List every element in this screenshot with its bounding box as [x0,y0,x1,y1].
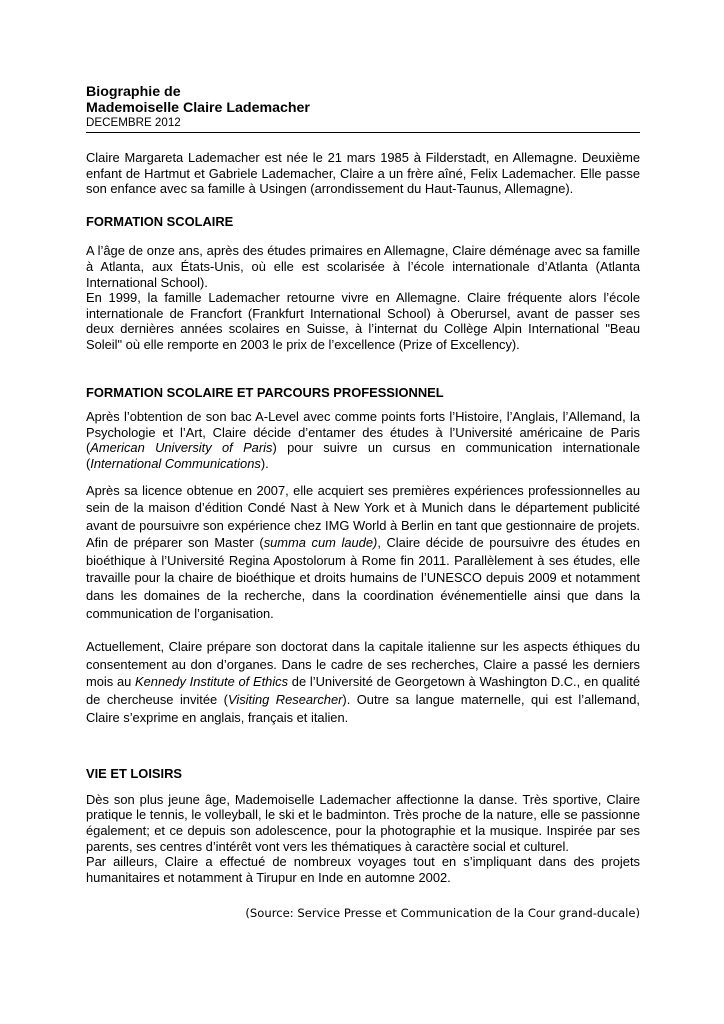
emphasis-visiting-researcher: Visiting Researcher [227,692,343,708]
document-date: DECEMBRE 2012 [86,116,181,129]
section1-paragraph-2: En 1999, la famille Lademacher retourne vivre en Allemagne. Claire fréquente alors l’école internationale de Francfort (Frankfurt International School) à Oberursel, avant de passer ses deux dernières années scolaires en Suisse, à l’internat du Collège Alpin International "Beau Soleil" où elle remporte en 2003 le prix de l’excellence (Prize of Excellency). [86,290,640,352]
text-run: Après l’obtention de son bac A-Level avec comme points forts l’Histoire, l’Anglais, l’Allemand, la Psychologie et l’Art, Claire décide d’entamer des études à l’Université américaine de Paris ( [86,409,640,456]
emphasis-summa-cum-laude: summa cum laude) [263,535,378,551]
text-run: ). [260,455,269,471]
title-line-2: Mademoiselle Claire Lademacher [86,100,310,116]
section2-paragraph-3 [86,638,640,726]
text-run: de l’Université de Georgetown à Washington D.C., en qualité de chercheuse invitée ( [86,674,640,708]
section2-paragraph-1 [86,409,640,471]
section3-paragraph-1: Dès son plus jeune âge, Mademoiselle Lademacher affectionne la danse. Très sportive, Claire pratique le tennis, le volleyball, le ski et le badminton. Très proche de la nature, elle se passionne également; et ce depuis son adolescence, pour la photographie et la musique. Inspirée par ses parents, ses centres d’intérêt vont vers les thématiques à caractère social et culturel. [86,791,640,854]
text-run: Après sa licence obtenue en 2007, elle acquiert ses premières expériences professionnelles au sein de la maison d’édition Condé Nast à New York et à Munich dans le département publicité avant de poursuivre son expérience chez IMG World à Berlin en tant que gestionnaire de projets. Afin de préparer son Master ( [86,482,640,551]
title-line-1: Biographie de [86,84,181,100]
emphasis-intl-comm: International Communications [90,455,261,471]
text-run: ). Outre sa langue maternelle, qui est l’allemand, Claire s’exprime en anglais, français et italien. [86,692,640,725]
document-header [86,84,640,133]
text-run: Actuellement, Claire prépare son doctorat dans la capitale italienne sur les aspects éthiques du consentement au don d’organes. Dans le cadre de ses recherches, Claire a passé les derniers mois au [86,639,640,690]
text-run: , Claire décide de poursuivre des études en bioéthique à l’Université Regina Apostolorum à Rome fin 2011. Parallèlement à ses études, elle travaille pour la chaire de bioéthique et droits humains de l’UNESCO depuis 2009 et notamment dans les domaines de la recherche, dans la coordination événementielle ainsi que dans la communication de l’organisation. [86,535,641,621]
emphasis-kennedy-institute: Kennedy Institute of Ethics [135,674,289,690]
section1-paragraph-1: A l’âge de onze ans, après des études primaires en Allemagne, Claire déménage avec sa famille à Atlanta, aux États-Unis, où elle est scolarisée à l’école internationale d’Atlanta (Atlanta International School). [86,243,640,290]
emphasis-aup: American University of Paris [90,440,273,456]
section-heading-formation-scolaire: FORMATION SCOLAIRE [86,213,234,229]
text-run: ) pour suivre un cursus en communication internationale ( [86,440,640,471]
source-note: (Source: Service Presse et Communication de la Cour grand-ducale) [245,906,640,920]
section-heading-parcours-professionnel: FORMATION SCOLAIRE ET PARCOURS PROFESSIONNEL [86,384,444,400]
section3-paragraph-2: Par ailleurs, Claire a effectué de nombreux voyages tout en s’impliquant dans des projets humanitaires et notamment à Tirupur en Inde en automne 2002. [86,854,640,885]
document-body [86,84,640,885]
intro-paragraph: Claire Margareta Lademacher est née le 21 mars 1985 à Filderstadt, en Allemagne. Deuxième enfant de Hartmut et Gabriele Lademacher, Claire a un frère aîné, Felix Lademacher. Elle passe son enfance avec sa famille à Usingen (arrondissement du Haut-Taunus, Allemagne). [86,150,640,197]
header-divider [86,132,640,133]
section2-paragraph-2 [86,482,640,623]
section-heading-vie-et-loisirs: VIE ET LOISIRS [86,766,182,782]
